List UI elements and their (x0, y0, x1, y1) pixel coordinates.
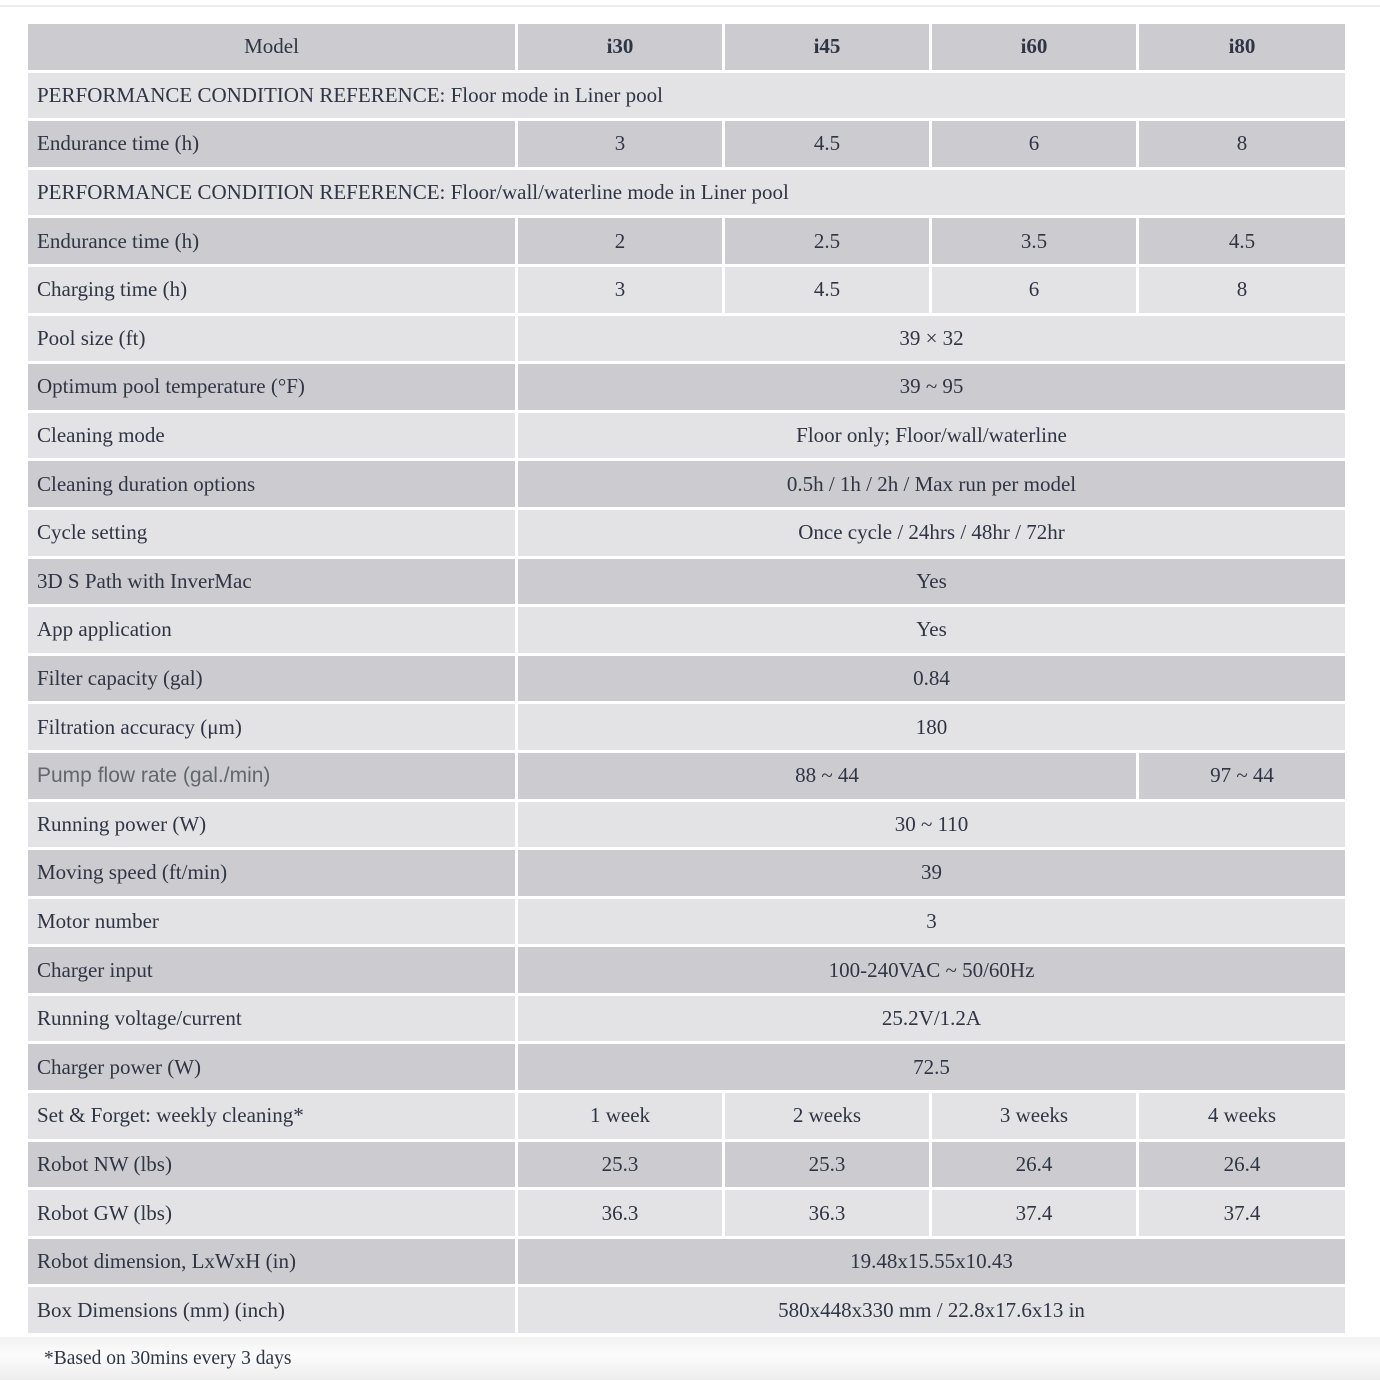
table-row (28, 607, 1345, 653)
value-cell: 36.3 (725, 1190, 929, 1236)
value-cell: 8 (1139, 121, 1345, 167)
product-spec-table (25, 21, 1348, 1336)
merged-value-cell: 25.2V/1.2A (518, 996, 1345, 1042)
row-label-cell: Endurance time (h) (28, 218, 515, 264)
table-row (28, 753, 1345, 799)
row-label-cell: Motor number (28, 899, 515, 945)
row-label-cell: Running voltage/current (28, 996, 515, 1042)
value-cell: 3 weeks (932, 1093, 1136, 1139)
merged-value-cell: 180 (518, 704, 1345, 750)
merged-value-cell: Yes (518, 559, 1345, 605)
row-label-cell: Pool size (ft) (28, 316, 515, 362)
row-label-cell: Charger input (28, 947, 515, 993)
row-label-cell: Optimum pool temperature (°F) (28, 364, 515, 410)
value-cell: 6 (932, 121, 1136, 167)
merged-value-cell: 88 ~ 44 (518, 753, 1136, 799)
row-label-cell: Robot GW (lbs) (28, 1190, 515, 1236)
value-cell: 4 weeks (1139, 1093, 1345, 1139)
merged-value-cell: Once cycle / 24hrs / 48hr / 72hr (518, 510, 1345, 556)
row-label-cell: Set & Forget: weekly cleaning* (28, 1093, 515, 1139)
value-cell: 97 ~ 44 (1139, 753, 1345, 799)
table-row (28, 461, 1345, 507)
merged-value-cell: 0.5h / 1h / 2h / Max run per model (518, 461, 1345, 507)
table-header-row (28, 24, 1345, 70)
merged-value-cell: 0.84 (518, 656, 1345, 702)
model-i45-header: i45 (725, 24, 929, 70)
table-row (28, 947, 1345, 993)
value-cell: 26.4 (932, 1142, 1136, 1188)
table-row (28, 218, 1345, 264)
table-row (28, 364, 1345, 410)
value-cell: 3 (518, 121, 722, 167)
model-i60-header: i60 (932, 24, 1136, 70)
table-row (28, 559, 1345, 605)
value-cell: 3.5 (932, 218, 1136, 264)
spec-table-body (28, 73, 1345, 1333)
row-label-cell: 3D S Path with InverMac (28, 559, 515, 605)
row-label-cell: Running power (W) (28, 802, 515, 848)
row-label-cell: Endurance time (h) (28, 121, 515, 167)
merged-value-cell: 72.5 (518, 1044, 1345, 1090)
row-label-cell: Cleaning duration options (28, 461, 515, 507)
row-label-cell: Filter capacity (gal) (28, 656, 515, 702)
row-label-cell: Robot dimension, LxWxH (in) (28, 1239, 515, 1285)
table-row (28, 413, 1345, 459)
merged-value-cell: 30 ~ 110 (518, 802, 1345, 848)
value-cell: 8 (1139, 267, 1345, 313)
merged-value-cell: 100-240VAC ~ 50/60Hz (518, 947, 1345, 993)
table-row (28, 704, 1345, 750)
section-header-cell: PERFORMANCE CONDITION REFERENCE: Floor/wall/waterline mode in Liner pool (28, 170, 1345, 216)
value-cell: 6 (932, 267, 1136, 313)
table-row (28, 1142, 1345, 1188)
table-row (28, 316, 1345, 362)
value-cell: 2 weeks (725, 1093, 929, 1139)
table-row (28, 850, 1345, 896)
value-cell: 36.3 (518, 1190, 722, 1236)
value-cell: 3 (518, 267, 722, 313)
merged-value-cell: 39 (518, 850, 1345, 896)
table-row (28, 1190, 1345, 1236)
value-cell: 4.5 (725, 267, 929, 313)
merged-value-cell: Yes (518, 607, 1345, 653)
row-label-cell: Charger power (W) (28, 1044, 515, 1090)
value-cell: 26.4 (1139, 1142, 1345, 1188)
table-row (28, 510, 1345, 556)
value-cell: 1 week (518, 1093, 722, 1139)
table-row (28, 1239, 1345, 1285)
value-cell: 4.5 (1139, 218, 1345, 264)
merged-value-cell: 19.48x15.55x10.43 (518, 1239, 1345, 1285)
model-i30-header: i30 (518, 24, 722, 70)
value-cell: 2 (518, 218, 722, 264)
table-row (28, 121, 1345, 167)
value-cell: 37.4 (1139, 1190, 1345, 1236)
table-row (28, 267, 1345, 313)
row-label-cell: Cleaning mode (28, 413, 515, 459)
row-label-cell: Box Dimensions (mm) (inch) (28, 1287, 515, 1333)
table-row (28, 1093, 1345, 1139)
merged-value-cell: Floor only; Floor/wall/waterline (518, 413, 1345, 459)
value-cell: 25.3 (518, 1142, 722, 1188)
merged-value-cell: 3 (518, 899, 1345, 945)
row-label-cell: Filtration accuracy (μm) (28, 704, 515, 750)
row-label-cell: Cycle setting (28, 510, 515, 556)
table-row (28, 899, 1345, 945)
value-cell: 37.4 (932, 1190, 1136, 1236)
value-cell: 2.5 (725, 218, 929, 264)
row-label-cell: Moving speed (ft/min) (28, 850, 515, 896)
model-i80-header: i80 (1139, 24, 1345, 70)
value-cell: 4.5 (725, 121, 929, 167)
row-label-cell: Charging time (h) (28, 267, 515, 313)
merged-value-cell: 39 ~ 95 (518, 364, 1345, 410)
table-row (28, 1287, 1345, 1333)
table-row (28, 1044, 1345, 1090)
model-header-cell: Model (28, 24, 515, 70)
table-row (28, 802, 1345, 848)
section-header-cell: PERFORMANCE CONDITION REFERENCE: Floor mode in Liner pool (28, 73, 1345, 119)
row-label-cell: App application (28, 607, 515, 653)
table-row (28, 73, 1345, 119)
value-cell: 25.3 (725, 1142, 929, 1188)
page-top-divider (0, 5, 1380, 7)
table-row (28, 996, 1345, 1042)
row-label-cell: Pump flow rate (gal./min) (28, 753, 515, 799)
table-row (28, 170, 1345, 216)
merged-value-cell: 580x448x330 mm / 22.8x17.6x13 in (518, 1287, 1345, 1333)
footnote: *Based on 30mins every 3 days (44, 1348, 292, 1369)
table-row (28, 656, 1345, 702)
merged-value-cell: 39 × 32 (518, 316, 1345, 362)
row-label-cell: Robot NW (lbs) (28, 1142, 515, 1188)
